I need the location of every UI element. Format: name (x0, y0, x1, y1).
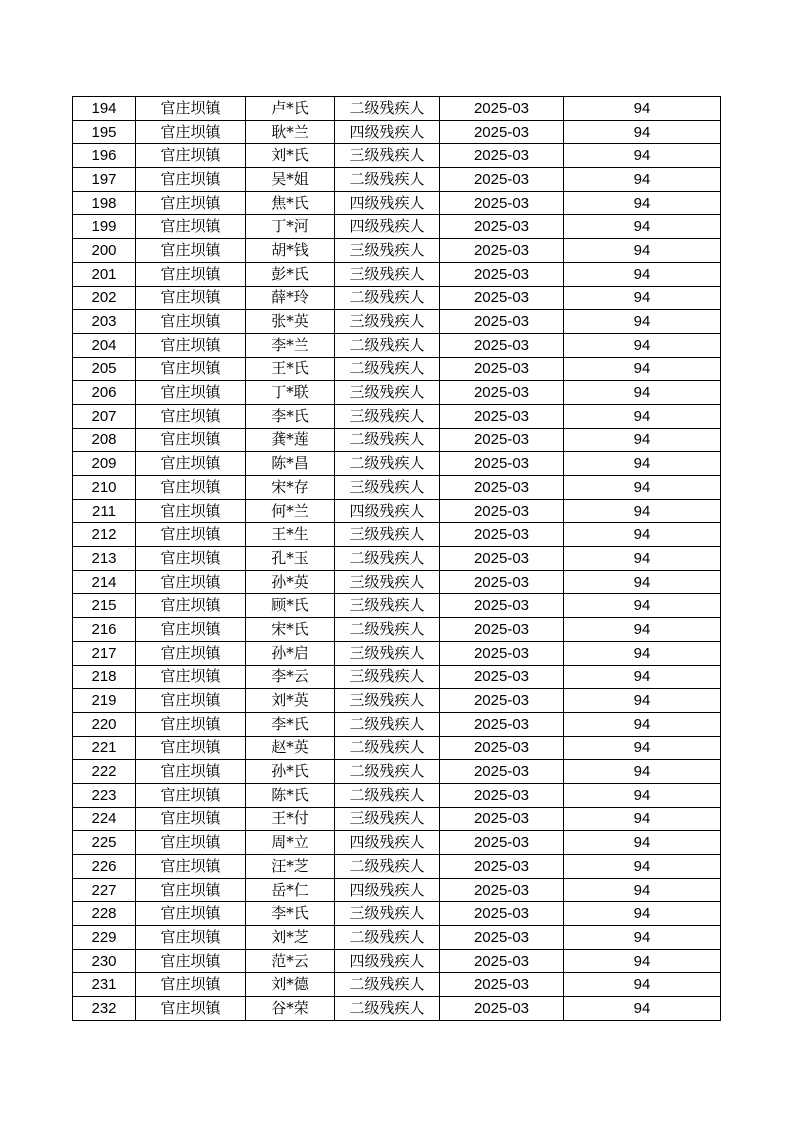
disability-level-cell: 三级残疾人 (335, 570, 440, 594)
disability-level-cell: 三级残疾人 (335, 902, 440, 926)
town-cell: 官庄坝镇 (136, 831, 246, 855)
town-cell: 官庄坝镇 (136, 499, 246, 523)
amount-cell: 94 (564, 570, 721, 594)
table-row (73, 760, 721, 784)
table-row (73, 902, 721, 926)
name-cell: 李*氏 (246, 902, 335, 926)
town-cell: 官庄坝镇 (136, 404, 246, 428)
table-row (73, 523, 721, 547)
amount-cell: 94 (564, 215, 721, 239)
town-cell: 官庄坝镇 (136, 736, 246, 760)
name-cell: 李*云 (246, 665, 335, 689)
table-body (73, 97, 721, 1021)
name-cell: 刘*氏 (246, 144, 335, 168)
table-row (73, 926, 721, 950)
name-cell: 龚*莲 (246, 428, 335, 452)
town-cell: 官庄坝镇 (136, 452, 246, 476)
name-cell: 赵*英 (246, 736, 335, 760)
table-row (73, 665, 721, 689)
disability-level-cell: 三级残疾人 (335, 594, 440, 618)
period-cell: 2025-03 (440, 594, 564, 618)
period-cell: 2025-03 (440, 831, 564, 855)
row-number-cell: 208 (73, 428, 136, 452)
row-number-cell: 202 (73, 286, 136, 310)
amount-cell: 94 (564, 357, 721, 381)
period-cell: 2025-03 (440, 144, 564, 168)
period-cell: 2025-03 (440, 357, 564, 381)
period-cell: 2025-03 (440, 523, 564, 547)
town-cell: 官庄坝镇 (136, 665, 246, 689)
disability-level-cell: 二级残疾人 (335, 783, 440, 807)
town-cell: 官庄坝镇 (136, 926, 246, 950)
row-number-cell: 214 (73, 570, 136, 594)
disability-level-cell: 二级残疾人 (335, 333, 440, 357)
table-row (73, 239, 721, 263)
disability-level-cell: 四级残疾人 (335, 191, 440, 215)
period-cell: 2025-03 (440, 855, 564, 879)
disability-level-cell: 二级残疾人 (335, 452, 440, 476)
name-cell: 吴*姐 (246, 168, 335, 192)
row-number-cell: 195 (73, 120, 136, 144)
row-number-cell: 203 (73, 310, 136, 334)
period-cell: 2025-03 (440, 736, 564, 760)
table-row (73, 97, 721, 121)
name-cell: 陈*氏 (246, 783, 335, 807)
table-row (73, 333, 721, 357)
amount-cell: 94 (564, 831, 721, 855)
amount-cell: 94 (564, 523, 721, 547)
amount-cell: 94 (564, 404, 721, 428)
row-number-cell: 231 (73, 973, 136, 997)
row-number-cell: 229 (73, 926, 136, 950)
town-cell: 官庄坝镇 (136, 760, 246, 784)
table-row (73, 476, 721, 500)
disability-level-cell: 三级残疾人 (335, 381, 440, 405)
name-cell: 宋*存 (246, 476, 335, 500)
table-row (73, 120, 721, 144)
row-number-cell: 228 (73, 902, 136, 926)
period-cell: 2025-03 (440, 949, 564, 973)
disability-level-cell: 三级残疾人 (335, 665, 440, 689)
row-number-cell: 216 (73, 618, 136, 642)
table-row (73, 168, 721, 192)
period-cell: 2025-03 (440, 191, 564, 215)
amount-cell: 94 (564, 689, 721, 713)
name-cell: 张*英 (246, 310, 335, 334)
table-row (73, 878, 721, 902)
period-cell: 2025-03 (440, 239, 564, 263)
period-cell: 2025-03 (440, 807, 564, 831)
name-cell: 卢*氏 (246, 97, 335, 121)
amount-cell: 94 (564, 926, 721, 950)
amount-cell: 94 (564, 760, 721, 784)
amount-cell: 94 (564, 973, 721, 997)
period-cell: 2025-03 (440, 618, 564, 642)
period-cell: 2025-03 (440, 878, 564, 902)
amount-cell: 94 (564, 783, 721, 807)
row-number-cell: 210 (73, 476, 136, 500)
disability-level-cell: 四级残疾人 (335, 831, 440, 855)
town-cell: 官庄坝镇 (136, 712, 246, 736)
disability-level-cell: 二级残疾人 (335, 97, 440, 121)
table-row (73, 618, 721, 642)
period-cell: 2025-03 (440, 926, 564, 950)
amount-cell: 94 (564, 712, 721, 736)
table-row (73, 594, 721, 618)
name-cell: 焦*氏 (246, 191, 335, 215)
name-cell: 李*氏 (246, 712, 335, 736)
period-cell: 2025-03 (440, 760, 564, 784)
town-cell: 官庄坝镇 (136, 120, 246, 144)
name-cell: 汪*芝 (246, 855, 335, 879)
row-number-cell: 217 (73, 641, 136, 665)
town-cell: 官庄坝镇 (136, 855, 246, 879)
amount-cell: 94 (564, 310, 721, 334)
amount-cell: 94 (564, 807, 721, 831)
row-number-cell: 199 (73, 215, 136, 239)
town-cell: 官庄坝镇 (136, 333, 246, 357)
period-cell: 2025-03 (440, 168, 564, 192)
name-cell: 周*立 (246, 831, 335, 855)
row-number-cell: 225 (73, 831, 136, 855)
amount-cell: 94 (564, 191, 721, 215)
amount-cell: 94 (564, 168, 721, 192)
name-cell: 陈*昌 (246, 452, 335, 476)
name-cell: 丁*河 (246, 215, 335, 239)
table-row (73, 499, 721, 523)
town-cell: 官庄坝镇 (136, 381, 246, 405)
period-cell: 2025-03 (440, 381, 564, 405)
town-cell: 官庄坝镇 (136, 144, 246, 168)
disability-level-cell: 二级残疾人 (335, 712, 440, 736)
name-cell: 刘*芝 (246, 926, 335, 950)
row-number-cell: 221 (73, 736, 136, 760)
amount-cell: 94 (564, 144, 721, 168)
period-cell: 2025-03 (440, 783, 564, 807)
row-number-cell: 212 (73, 523, 136, 547)
town-cell: 官庄坝镇 (136, 878, 246, 902)
table-row (73, 783, 721, 807)
town-cell: 官庄坝镇 (136, 262, 246, 286)
name-cell: 李*氏 (246, 404, 335, 428)
table-row (73, 310, 721, 334)
disability-level-cell: 四级残疾人 (335, 499, 440, 523)
amount-cell: 94 (564, 641, 721, 665)
row-number-cell: 227 (73, 878, 136, 902)
town-cell: 官庄坝镇 (136, 191, 246, 215)
town-cell: 官庄坝镇 (136, 783, 246, 807)
amount-cell: 94 (564, 97, 721, 121)
name-cell: 王*生 (246, 523, 335, 547)
row-number-cell: 218 (73, 665, 136, 689)
table-row (73, 570, 721, 594)
row-number-cell: 226 (73, 855, 136, 879)
town-cell: 官庄坝镇 (136, 594, 246, 618)
row-number-cell: 223 (73, 783, 136, 807)
name-cell: 刘*德 (246, 973, 335, 997)
period-cell: 2025-03 (440, 215, 564, 239)
table-row (73, 547, 721, 571)
amount-cell: 94 (564, 618, 721, 642)
town-cell: 官庄坝镇 (136, 807, 246, 831)
name-cell: 胡*钱 (246, 239, 335, 263)
disability-level-cell: 三级残疾人 (335, 239, 440, 263)
table-row (73, 997, 721, 1021)
amount-cell: 94 (564, 665, 721, 689)
amount-cell: 94 (564, 736, 721, 760)
name-cell: 王*氏 (246, 357, 335, 381)
town-cell: 官庄坝镇 (136, 902, 246, 926)
row-number-cell: 220 (73, 712, 136, 736)
disability-level-cell: 三级残疾人 (335, 310, 440, 334)
row-number-cell: 205 (73, 357, 136, 381)
disability-level-cell: 三级残疾人 (335, 807, 440, 831)
table-row (73, 973, 721, 997)
row-number-cell: 230 (73, 949, 136, 973)
table-row (73, 736, 721, 760)
period-cell: 2025-03 (440, 262, 564, 286)
amount-cell: 94 (564, 333, 721, 357)
period-cell: 2025-03 (440, 689, 564, 713)
name-cell: 丁*联 (246, 381, 335, 405)
table-row (73, 855, 721, 879)
row-number-cell: 215 (73, 594, 136, 618)
row-number-cell: 209 (73, 452, 136, 476)
table-row (73, 262, 721, 286)
town-cell: 官庄坝镇 (136, 641, 246, 665)
amount-cell: 94 (564, 855, 721, 879)
table-row (73, 404, 721, 428)
period-cell: 2025-03 (440, 333, 564, 357)
amount-cell: 94 (564, 594, 721, 618)
name-cell: 耿*兰 (246, 120, 335, 144)
name-cell: 彭*氏 (246, 262, 335, 286)
disability-level-cell: 四级残疾人 (335, 949, 440, 973)
table-row (73, 712, 721, 736)
name-cell: 宋*氏 (246, 618, 335, 642)
name-cell: 刘*英 (246, 689, 335, 713)
disability-level-cell: 二级残疾人 (335, 760, 440, 784)
town-cell: 官庄坝镇 (136, 997, 246, 1021)
disability-level-cell: 三级残疾人 (335, 523, 440, 547)
period-cell: 2025-03 (440, 902, 564, 926)
amount-cell: 94 (564, 476, 721, 500)
period-cell: 2025-03 (440, 404, 564, 428)
period-cell: 2025-03 (440, 997, 564, 1021)
town-cell: 官庄坝镇 (136, 168, 246, 192)
disability-level-cell: 二级残疾人 (335, 997, 440, 1021)
table-row (73, 949, 721, 973)
period-cell: 2025-03 (440, 712, 564, 736)
name-cell: 何*兰 (246, 499, 335, 523)
table-row (73, 144, 721, 168)
amount-cell: 94 (564, 499, 721, 523)
town-cell: 官庄坝镇 (136, 973, 246, 997)
town-cell: 官庄坝镇 (136, 476, 246, 500)
table-row (73, 191, 721, 215)
period-cell: 2025-03 (440, 310, 564, 334)
disability-level-cell: 二级残疾人 (335, 168, 440, 192)
amount-cell: 94 (564, 452, 721, 476)
disability-level-cell: 二级残疾人 (335, 973, 440, 997)
town-cell: 官庄坝镇 (136, 523, 246, 547)
disability-level-cell: 二级残疾人 (335, 547, 440, 571)
name-cell: 孙*氏 (246, 760, 335, 784)
town-cell: 官庄坝镇 (136, 97, 246, 121)
row-number-cell: 198 (73, 191, 136, 215)
row-number-cell: 207 (73, 404, 136, 428)
period-cell: 2025-03 (440, 499, 564, 523)
town-cell: 官庄坝镇 (136, 239, 246, 263)
name-cell: 王*付 (246, 807, 335, 831)
town-cell: 官庄坝镇 (136, 215, 246, 239)
name-cell: 顾*氏 (246, 594, 335, 618)
amount-cell: 94 (564, 262, 721, 286)
disability-level-cell: 二级残疾人 (335, 357, 440, 381)
town-cell: 官庄坝镇 (136, 689, 246, 713)
row-number-cell: 204 (73, 333, 136, 357)
period-cell: 2025-03 (440, 570, 564, 594)
row-number-cell: 206 (73, 381, 136, 405)
row-number-cell: 211 (73, 499, 136, 523)
disability-level-cell: 三级残疾人 (335, 476, 440, 500)
table-row (73, 689, 721, 713)
disability-level-cell: 二级残疾人 (335, 926, 440, 950)
name-cell: 孙*英 (246, 570, 335, 594)
period-cell: 2025-03 (440, 973, 564, 997)
disability-level-cell: 三级残疾人 (335, 689, 440, 713)
row-number-cell: 197 (73, 168, 136, 192)
table-row (73, 215, 721, 239)
row-number-cell: 194 (73, 97, 136, 121)
row-number-cell: 224 (73, 807, 136, 831)
town-cell: 官庄坝镇 (136, 618, 246, 642)
amount-cell: 94 (564, 381, 721, 405)
period-cell: 2025-03 (440, 476, 564, 500)
amount-cell: 94 (564, 949, 721, 973)
table-row (73, 357, 721, 381)
name-cell: 李*兰 (246, 333, 335, 357)
disability-level-cell: 四级残疾人 (335, 215, 440, 239)
table-row (73, 807, 721, 831)
amount-cell: 94 (564, 120, 721, 144)
period-cell: 2025-03 (440, 641, 564, 665)
table-row (73, 381, 721, 405)
period-cell: 2025-03 (440, 97, 564, 121)
row-number-cell: 232 (73, 997, 136, 1021)
amount-cell: 94 (564, 286, 721, 310)
name-cell: 范*云 (246, 949, 335, 973)
subsidy-table (72, 96, 721, 1021)
table-row (73, 286, 721, 310)
period-cell: 2025-03 (440, 452, 564, 476)
disability-level-cell: 四级残疾人 (335, 120, 440, 144)
name-cell: 岳*仁 (246, 878, 335, 902)
name-cell: 孙*启 (246, 641, 335, 665)
row-number-cell: 219 (73, 689, 136, 713)
period-cell: 2025-03 (440, 120, 564, 144)
amount-cell: 94 (564, 997, 721, 1021)
amount-cell: 94 (564, 547, 721, 571)
town-cell: 官庄坝镇 (136, 570, 246, 594)
disability-level-cell: 三级残疾人 (335, 262, 440, 286)
amount-cell: 94 (564, 902, 721, 926)
town-cell: 官庄坝镇 (136, 949, 246, 973)
name-cell: 谷*荣 (246, 997, 335, 1021)
disability-level-cell: 二级残疾人 (335, 736, 440, 760)
table-row (73, 641, 721, 665)
period-cell: 2025-03 (440, 547, 564, 571)
town-cell: 官庄坝镇 (136, 310, 246, 334)
table-row (73, 831, 721, 855)
disability-level-cell: 三级残疾人 (335, 641, 440, 665)
row-number-cell: 200 (73, 239, 136, 263)
disability-level-cell: 二级残疾人 (335, 286, 440, 310)
town-cell: 官庄坝镇 (136, 286, 246, 310)
amount-cell: 94 (564, 878, 721, 902)
disability-level-cell: 三级残疾人 (335, 144, 440, 168)
period-cell: 2025-03 (440, 665, 564, 689)
disability-level-cell: 二级残疾人 (335, 855, 440, 879)
disability-level-cell: 二级残疾人 (335, 618, 440, 642)
town-cell: 官庄坝镇 (136, 428, 246, 452)
disability-level-cell: 三级残疾人 (335, 404, 440, 428)
period-cell: 2025-03 (440, 286, 564, 310)
row-number-cell: 201 (73, 262, 136, 286)
row-number-cell: 222 (73, 760, 136, 784)
town-cell: 官庄坝镇 (136, 547, 246, 571)
period-cell: 2025-03 (440, 428, 564, 452)
table-row (73, 452, 721, 476)
town-cell: 官庄坝镇 (136, 357, 246, 381)
amount-cell: 94 (564, 428, 721, 452)
disability-level-cell: 四级残疾人 (335, 878, 440, 902)
name-cell: 薛*玲 (246, 286, 335, 310)
disability-level-cell: 二级残疾人 (335, 428, 440, 452)
amount-cell: 94 (564, 239, 721, 263)
name-cell: 孔*玉 (246, 547, 335, 571)
table-row (73, 428, 721, 452)
row-number-cell: 196 (73, 144, 136, 168)
row-number-cell: 213 (73, 547, 136, 571)
